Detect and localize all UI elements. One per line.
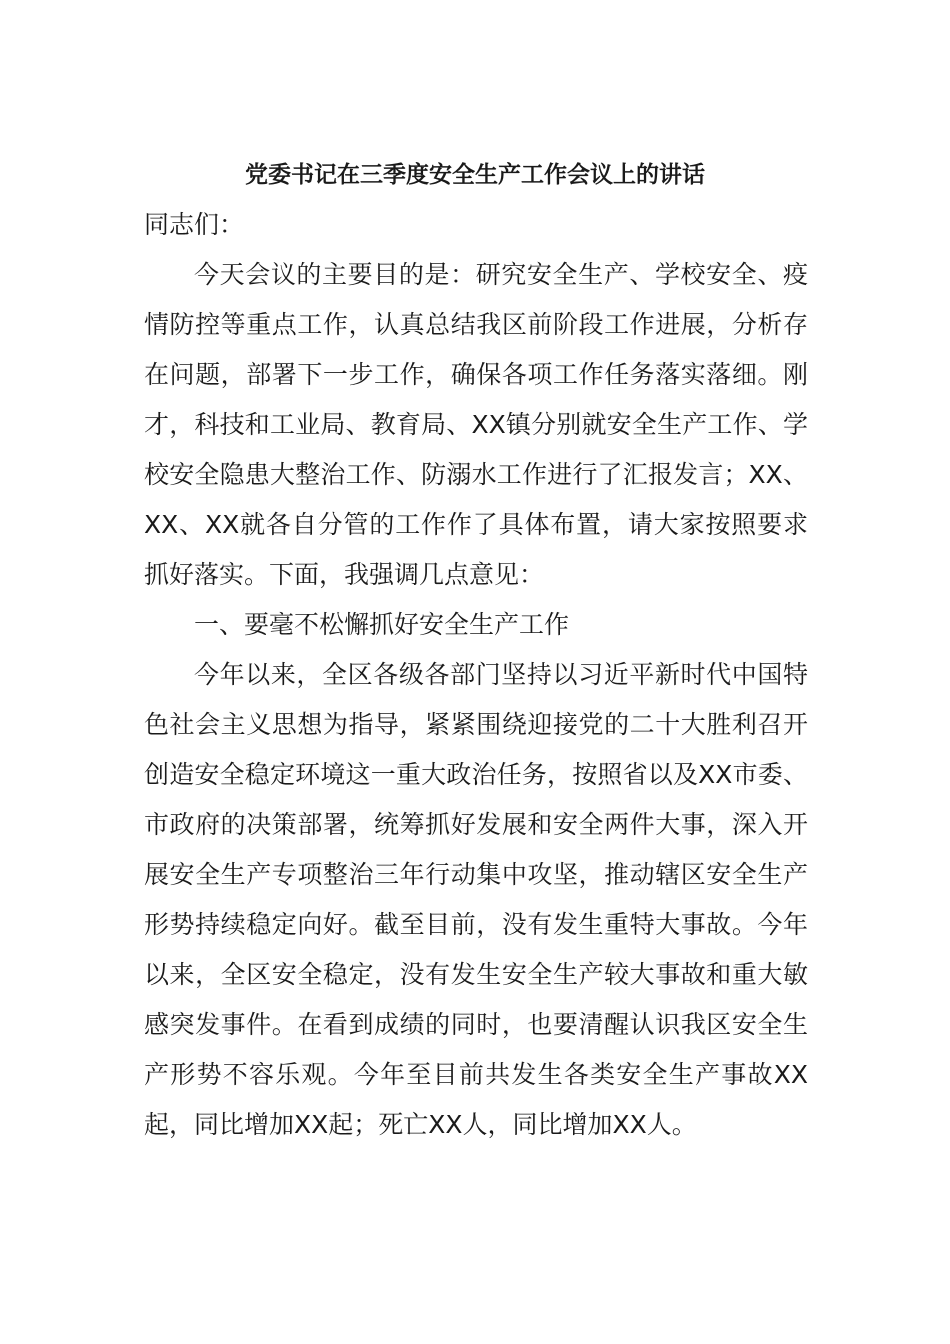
- document-title: 党委书记在三季度安全生产工作会议上的讲话: [245, 162, 705, 188]
- section-heading-1: 一、要毫不松懈抓好安全生产工作: [194, 610, 570, 639]
- greeting: 同志们：: [144, 210, 245, 239]
- intro-paragraph: 今天会议的主要目的是：研究安全生产、学校安全、疫情防控等重点工作，认真总结我区前阶段工作进展，分析存在问题，部署下一步工作，确保各项工作任务落实落细。刚才，科技和工业局、教育局、XX镇分别就安全生产工作、学校安全隐患大整治工作、防溺水工作进行了汇报发言；XX、XX、XX就各自分管的工作作了具体布置，请大家按照要求抓好落实。下面，我强调几点意见：: [144, 260, 808, 589]
- document-body: [144, 200, 808, 1150]
- section-1-paragraph: 今年以来，全区各级各部门坚持以习近平新时代中国特色社会主义思想为指导，紧紧围绕迎接党的二十大胜利召开创造安全稳定环境这一重大政治任务，按照省以及XX市委、市政府的决策部署，统筹抓好发展和安全两件大事，深入开展安全生产专项整治三年行动集中攻坚，推动辖区安全生产形势持续稳定向好。截至目前，没有发生重特大事故。今年以来，全区安全稳定，没有发生安全生产较大事故和重大敏感突发事件。在看到成绩的同时，也要清醒认识我区安全生产形势不容乐观。今年至目前共发生各类安全生产事故XX起，同比增加XX起；死亡XX人，同比增加XX人。: [144, 660, 808, 1139]
